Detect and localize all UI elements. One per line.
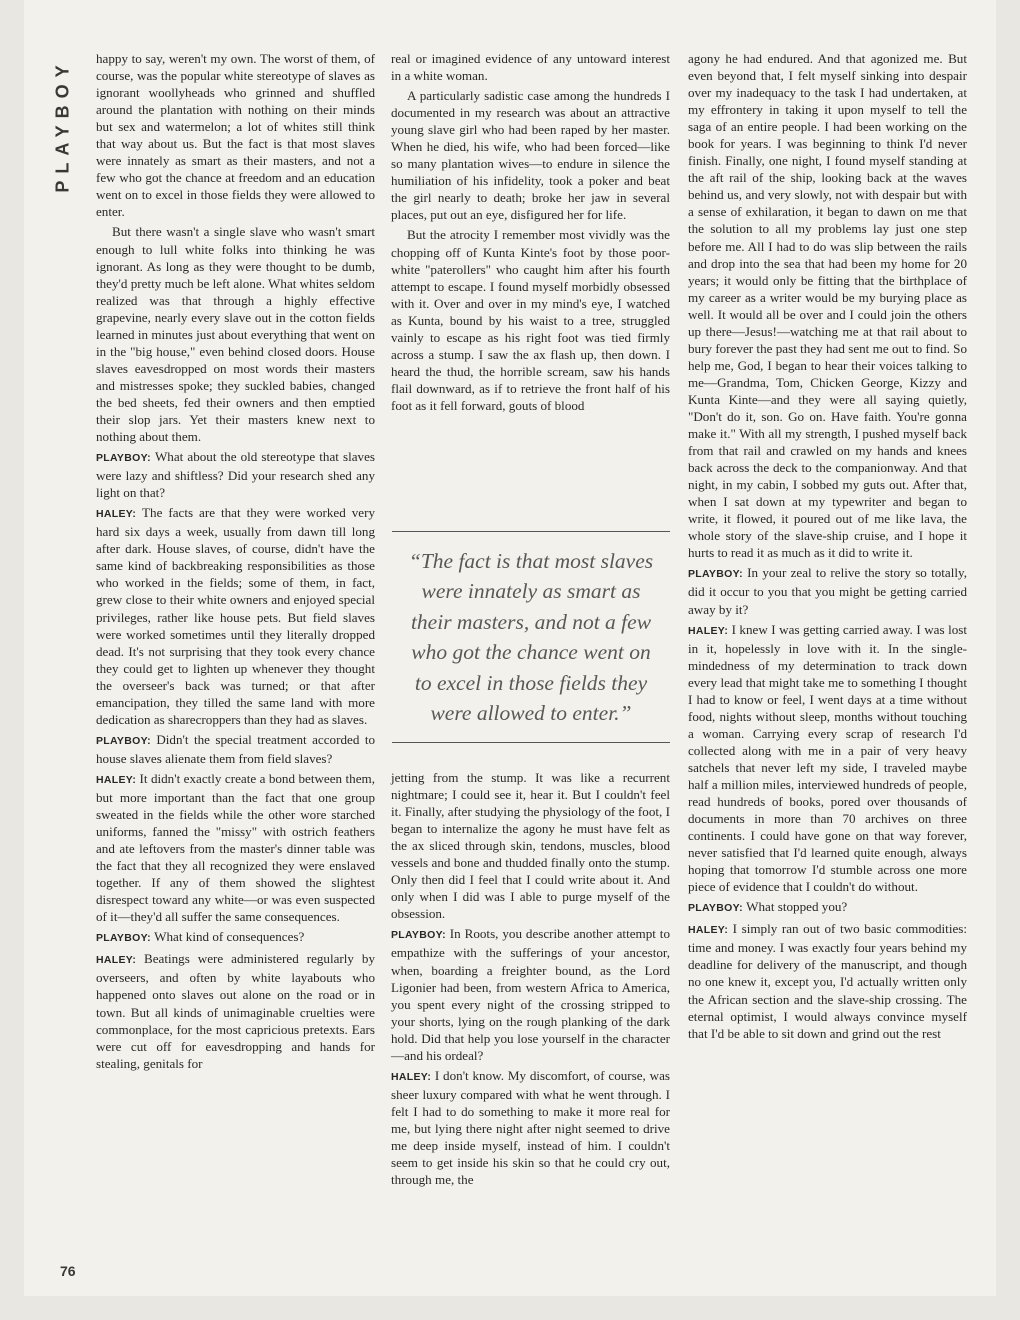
paragraph-text: happy to say, weren't my own. The worst of them, of course, was the popular white stereotype of slaves as ignorant woollyheads who grinned and shuffled around the plantation with nothing on their minds but sex and watermelon; a lot of whites still think that way about us. But the fact is that most slaves were innately as smart as their masters, and not a few who got the chance at freedom and an education went on to excel in those fields they were allowed to enter. (96, 51, 375, 220)
paragraph-text: agony he had endured. And that agonized me. But even beyond that, I felt myself sinking into despair over my inadequacy to the task I had undertaken, at my effrontery in taking it upon myself to tell the saga of an entire people. I had been working on the book for years. I was beginning to think I'd never finish. Finally, one night, I found myself standing at the aft rail of the ship, looking back at the waves behind us, and very slowly, not with despair but with a sense of exhilaration, it began to dawn on me that the solution to all my problems lay just one step before me. All I had to do was slip between the rails and drop into the sea that had been my home for 20 years; it would only be fitting that the birthplace of my career as a writer would be my burying place as well. It would all be over and I could join the others up there—Jesus!—watching me at that rail about to bury forever the past they had sent me out to find. So help me, God, I began to hear their voices talking to me—Grandma, Tom, Chicken George, Kizzy and Kunta Kinte—and they were all saying quietly, "Don't do it, son. Go on. Have faith. You're gonna make it." With all my strength, I pushed myself back from that rail and crawled on my hands and knees back across the deck to the companionway. And that night, in my cabin, I sobbed my guts out. After that, when I sat down at my typewriter and began to write, it flowed, it poured out of me like lava, the whole story of the slave-ship cruise, and I hope it hurts to read it as much as it did to write it. (688, 51, 967, 561)
speaker-colon: : (724, 924, 733, 937)
speech-text: I simply ran out of two basic commodities: time and money. I was exactly four years behind my deadline for delivery of the manuscript, and though no one knew it, except you, I'd actually written only the African section and the slave-ship crossing. The eternal optimist, I would always convince myself that I'd be able to sit down and grind out the rest (688, 921, 968, 1041)
paragraph (688, 50, 967, 561)
interview-exchange (96, 770, 375, 925)
paragraph-text: But there wasn't a single slave who wasn't smart enough to lull white folks into thinking he was ignorant. As long as they were thought to be dumb, they'd pretty much be left alone. What whites seldom realized was that through a highly effective grapevine, nearly every slave out in the cotton fields learned in minutes just about everything that went on in the "big house," even behind closed doors. House slaves eavesdropped on most words their masters and mistresses spoke; they suckled babies, changed the bed sheets, fed their owners and then emptied their slop jars. Yet their masters knew next to nothing about them. (96, 224, 375, 445)
speaker-label: HALEY (96, 773, 133, 786)
speaker-label: HALEY (391, 1070, 428, 1083)
interview-exchange (688, 920, 967, 1041)
interview-exchange (391, 925, 670, 1063)
paragraph (96, 223, 375, 445)
interview-exchange (688, 621, 967, 896)
speaker-label: PLAYBOY (688, 568, 740, 581)
speaker-label: HALEY (96, 954, 133, 967)
text-column-2-top (391, 50, 670, 417)
speaker-label: PLAYBOY (96, 734, 148, 747)
speaker-colon: : (132, 508, 143, 521)
speech-text: It didn't exactly create a bond between them, but more important than the fact that one group sweated in the fields while the other wore starched uniforms, fanned the "missy" with ostrich feathers and ate leftovers from the master's dinner table was the fact that they all recognized they were enslaved together. If any of them showed the slightest disrespect toward any white—or was even suspected of it—they'd all suffer the same consequences. (96, 770, 375, 925)
interview-exchange (96, 928, 375, 947)
interview-exchange (96, 731, 375, 767)
speech-text: What stopped you? (746, 899, 848, 915)
paragraph (391, 769, 670, 922)
paragraph-text: real or imagined evidence of any untoward interest in a white woman. (391, 51, 670, 84)
speaker-colon: : (147, 932, 155, 945)
paragraph-text: But the atrocity I remember most vividly was the chopping off of Kunta Kinte's foot by those poor-white "paterollers" who caught him after his fourth attempt to escape. I found myself morbidly obsessed with it. Over and over in my mind's eye, I watched as Kunta, bound by his waist to a tree, struggled vainly to escape as his right foot was tied firmly across a stump. I saw the ax flash up, then down. I heard the thud, the horrible scream, saw his hands flail downward, as if to retrieve the front half of his foot as it fell forward, gouts of blood (391, 227, 670, 413)
magazine-title-vertical (49, 45, 77, 205)
speaker-colon: : (147, 452, 155, 465)
pull-quote-text: “The fact is that most slaves were innately as smart as their masters, and not a few who got the chance went on to excel in those fields they were allowed to enter.” (408, 548, 654, 725)
speech-text: What kind of consequences? (154, 929, 305, 945)
interview-exchange (688, 898, 967, 917)
page-number: 76 (60, 1263, 76, 1279)
paragraph-text: jetting from the stump. It was like a recurrent nightmare; I could see it, hear it. But I couldn't feel it. Finally, after studying the physiology of the foot, I began to internalize the agony he must have felt as the ax sliced through skin, tendons, muscles, blood vessels and bone and thudded finally onto the stump. Only then did I feel that I could write about it. And only when I did was I able to purge myself of the obsession. (391, 770, 670, 922)
speaker-label: PLAYBOY (391, 929, 443, 942)
speaker-colon: : (739, 902, 747, 915)
speech-text: Didn't the special treatment accorded to house slaves alienate them from field slaves? (96, 731, 376, 766)
speaker-colon: : (739, 568, 748, 581)
speaker-colon: : (147, 734, 157, 747)
text-column-1 (96, 50, 375, 1075)
speaker-label: HALEY (688, 924, 725, 937)
magazine-name: PLAYBOY (52, 57, 73, 193)
speaker-colon: : (724, 624, 732, 637)
text-column-3 (688, 50, 967, 1045)
paragraph (96, 50, 375, 220)
speech-text: Beatings were administered regularly by overseers, and often by white layabouts who happened onto slaves out alone on the road or in town. But all kinds of unimaginable cruelties were commonplace, for the most capricious pretexts. Ears were cut off for eavesdropping and hands for stealing, genitals for (96, 951, 376, 1071)
paragraph (391, 50, 670, 84)
pull-quote (392, 531, 670, 743)
speaker-label: HALEY (688, 624, 725, 637)
interview-exchange (688, 564, 967, 617)
interview-exchange (96, 448, 375, 501)
speaker-label: PLAYBOY (688, 902, 740, 915)
speaker-colon: : (442, 929, 450, 942)
speaker-label: PLAYBOY (96, 932, 148, 945)
paragraph (391, 226, 670, 414)
speech-text: In your zeal to relive the story so totally, did it occur to you that you might be getting carried away by it? (688, 565, 967, 617)
speech-text: I don't know. My discomfort, of course, was sheer luxury compared with what he went through. I felt I had to do something to make it more real for me, but lying there night after night seemed to drive me deep inside myself, instead of him. I couldn't seem to get inside his skin so that he could cry out, through me, the (391, 1067, 671, 1188)
paragraph (391, 87, 670, 223)
paragraph-text: A particularly sadistic case among the hundreds I documented in my research was about an attractive young slave girl who had been raped by her master. When he died, his wife, who had been forced—like so many plantation wives—to endure in silence the humiliation of his infidelity, took a poker and beat the girl nearly to death; broke her jaw in several places, put out an eye, disfigured her for life. (391, 88, 670, 223)
speech-text: The facts are that they were worked very hard six days a week, usually from dawn till long after dark. House slaves, of course, didn't have the same kind of backbreaking responsibilities as those who worked in the fields; some of them, in fact, grew close to their white owners and enjoyed special privileges, rather like house pets. But field slaves were worked sometimes until they literally dropped dead. It's not surprising that they took every chance they could get to lighten up whenever they thought the overseer's back was turned; or that after emancipation, they tilled the same land with more dedication as sharecroppers than they had as slaves. (96, 505, 376, 727)
text-column-2-bottom (391, 769, 670, 1191)
speaker-colon: : (132, 773, 140, 786)
speaker-label: PLAYBOY (96, 452, 148, 465)
speech-text: What about the old stereotype that slaves were lazy and shiftless? Did your research shed any light on that? (96, 449, 376, 501)
speech-text: I knew I was getting carried away. I was lost in it, hopelessly in love with it. In the single-mindedness of my determination to track down every lead that might take me to something I thought I had to know or feel, I went days at a time without food, nights without sleep, months without touching a woman. Carrying every scrap of research I'd collected along with me in a pair of very heavy satchels that never left my side, I traveled maybe half a million miles, interviewed hundreds of people, read hundreds of books, pored over thousands of documents in more than 70 archives on three continents. I could have gone on that way forever, never satisfied that I'd learned quite enough, always hoping that tomorrow I'd stumble across one more piece of evidence that I couldn't do without. (688, 621, 967, 895)
speech-text: In Roots, you describe another attempt to empathize with the sufferings of your ancestor, when, boarding a freighter bound, as the Lord Ligonier had been, from western Africa to America, you spent every night of the crossing stripped to your shorts, lying on the rough planking of the dark hold. Did that help you lose yourself in the character—and his ordeal? (391, 926, 670, 1063)
interview-exchange (391, 1067, 670, 1188)
speaker-colon: : (427, 1070, 435, 1083)
speaker-colon: : (132, 954, 144, 967)
speaker-label: HALEY (96, 508, 133, 521)
interview-exchange (96, 504, 375, 728)
interview-exchange (96, 950, 375, 1071)
